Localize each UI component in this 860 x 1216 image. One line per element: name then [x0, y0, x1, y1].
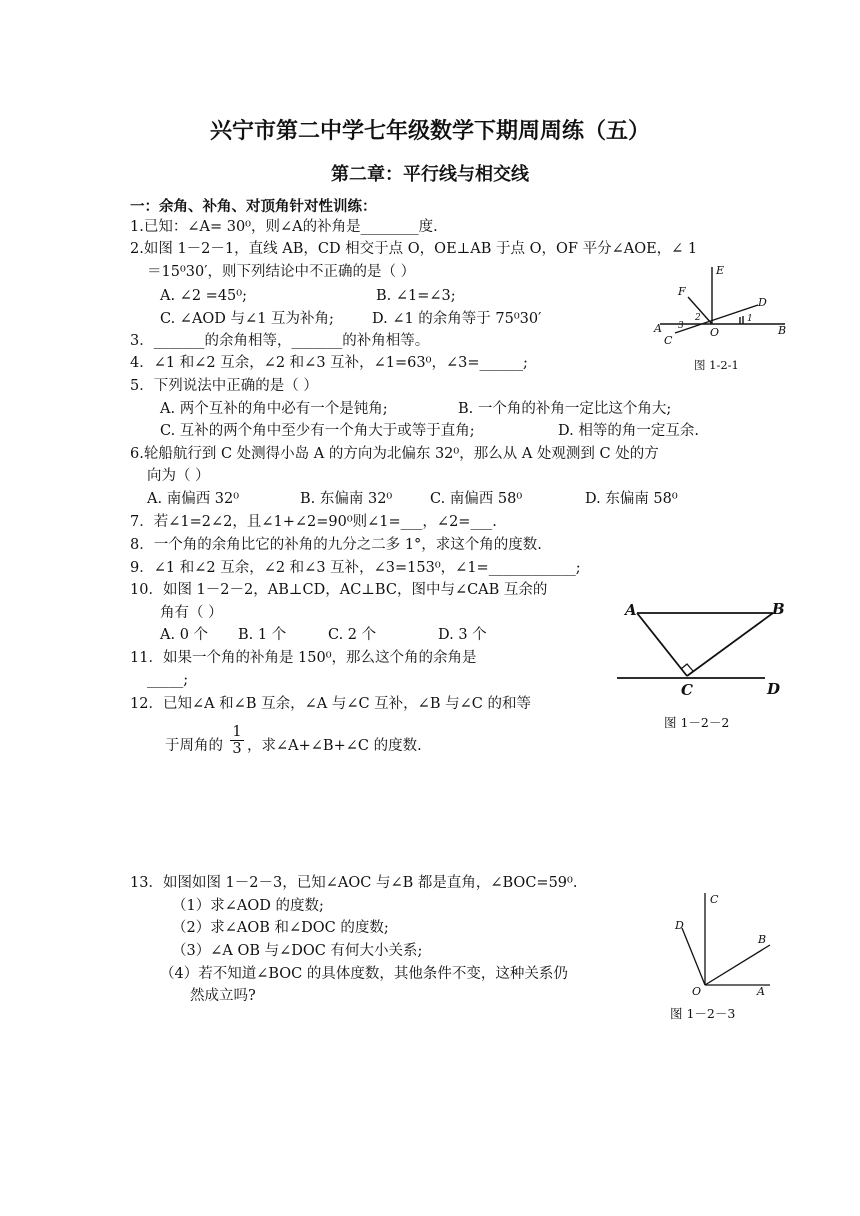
question-5-option-b: B. 一个角的补角一定比这个角大;	[458, 401, 672, 417]
chapter-subtitle: 第二章：平行线与相交线	[331, 164, 529, 185]
figure-1-2-1-caption: 图 1-2-1	[694, 358, 739, 372]
label-e: E	[716, 264, 725, 277]
question-11-line2: _____;	[147, 672, 189, 688]
label-f: F	[678, 285, 686, 298]
question-2-option-d: D. ∠1 的余角等于 75⁰30′	[372, 311, 542, 327]
question-5-option-d: D. 相等的角一定互余.	[558, 423, 699, 439]
ray-od	[682, 928, 705, 985]
question-12-line2-prefix: 于周角的	[165, 738, 223, 754]
question-10-option-d: D. 3 个	[438, 627, 487, 643]
section-heading: 一：余角、补角、对顶角针对性训练：	[130, 199, 377, 215]
question-6-line2: 向为（ ）	[147, 468, 210, 484]
question-10-line1: 10．如图 1－2－2，AB⊥CD，AC⊥BC，图中与∠CAB 互余的	[130, 582, 548, 598]
page-title: 兴宁市第二中学七年级数学下期周周练（五）	[209, 119, 650, 144]
segment-ac	[637, 613, 687, 676]
figure-1-2-2	[615, 598, 795, 698]
question-13-sub-3: （3）∠A OB 与∠DOC 有何大小关系;	[172, 943, 423, 959]
fraction-denominator: 3	[232, 741, 242, 757]
label-angle-1: 1	[747, 314, 753, 324]
question-4: 4．∠1 和∠2 互余，∠2 和∠3 互补，∠1=63⁰，∠3=______;	[130, 355, 528, 371]
question-13-sub-1: （1）求∠AOD 的度数;	[172, 898, 324, 914]
figure-1-2-3	[670, 885, 780, 998]
question-12-line1: 12．已知∠A 和∠B 互余，∠A 与∠C 互补，∠B 与∠C 的和等	[130, 696, 531, 712]
segment-bc	[687, 613, 773, 676]
question-10-option-a: A. 0 个	[160, 627, 209, 643]
label-d: D	[758, 296, 767, 309]
question-12-line2-suffix: ，求∠A+∠B+∠C 的度数.	[247, 738, 422, 754]
label-d: D	[767, 680, 781, 698]
label-d: D	[675, 919, 684, 932]
question-13-sub-2: （2）求∠AOB 和∠DOC 的度数;	[172, 920, 389, 936]
label-angle-3: 3	[678, 321, 684, 331]
label-o: O	[710, 326, 720, 339]
question-10-option-b: B. 1 个	[238, 627, 287, 643]
question-10-line2: 角有（ ）	[160, 605, 223, 621]
question-5: 5．下列说法中正确的是（ ）	[130, 378, 318, 394]
question-9: 9．∠1 和∠2 互余，∠2 和∠3 互补，∠3=153⁰，∠1=____________;	[130, 560, 581, 576]
ray-ob	[705, 945, 770, 985]
question-1: 1.已知：∠A= 30⁰，则∠A的补角是________度.	[130, 219, 438, 235]
question-13-sub-4-line1: （4）若不知道∠BOC 的具体度数，其他条件不变，这种关系仍	[160, 966, 568, 982]
label-c: C	[664, 334, 673, 347]
question-2-option-a: A. ∠2 =45⁰;	[160, 288, 247, 304]
label-b: B	[758, 933, 767, 946]
figure-1-2-3-caption: 图 1－2－3	[670, 1006, 736, 1021]
question-6-option-a: A. 南偏西 32⁰	[147, 491, 240, 507]
question-6-option-c: C. 南偏西 58⁰	[430, 491, 523, 507]
label-c: C	[681, 681, 693, 699]
label-b: B	[772, 600, 785, 618]
question-13-sub-4-line2: 然成立吗?	[190, 988, 256, 1004]
fraction-one-third	[230, 724, 244, 757]
question-2-option-b: B. ∠1=∠3;	[376, 288, 456, 304]
question-2-line1: 2.如图 1－2－1，直线 AB，CD 相交于点 O，OE⊥AB 于点 O，OF 平分∠AOE，∠ 1	[130, 241, 698, 257]
question-7: 7．若∠1=2∠2，且∠1+∠2=90⁰则∠1=___，∠2=___.	[130, 514, 497, 530]
question-3: 3．_______的余角相等，_______的补角相等。	[130, 333, 430, 349]
question-6-option-d: D. 东偏南 58⁰	[585, 491, 678, 507]
label-a: A	[654, 322, 662, 335]
question-2-option-c: C. ∠AOD 与∠1 互为补角;	[160, 311, 334, 327]
label-o: O	[692, 985, 702, 998]
question-11-line1: 11．如果一个角的补角是 150⁰，那么这个角的余角是	[130, 650, 477, 666]
question-10-option-c: C. 2 个	[328, 627, 377, 643]
label-a: A	[757, 985, 765, 998]
question-2-line2: ＝15⁰30′，则下列结论中不正确的是（ ）	[147, 264, 416, 280]
label-c: C	[710, 893, 719, 906]
question-6-option-b: B. 东偏南 32⁰	[300, 491, 393, 507]
question-5-option-c: C. 互补的两个角中至少有一个角大于或等于直角;	[160, 423, 475, 439]
question-13: 13．如图如图 1－2－3，已知∠AOC 与∠B 都是直角，∠BOC=59⁰.	[130, 875, 578, 891]
question-8: 8．一个角的余角比它的补角的九分之二多 1°，求这个角的度数.	[130, 537, 542, 553]
question-6-line1: 6.轮船航行到 C 处测得小岛 A 的方向为北偏东 32⁰，那么从 A 处观测到 C 处的方	[130, 446, 659, 462]
fraction-numerator: 1	[230, 724, 244, 741]
label-b: B	[778, 324, 787, 337]
label-a: A	[625, 601, 637, 619]
figure-1-2-2-caption: 图 1－2－2	[664, 715, 730, 730]
label-angle-2: 2	[695, 313, 701, 323]
question-5-option-a: A. 两个互补的角中必有一个是钝角;	[160, 401, 388, 417]
figure-1-2-1	[650, 262, 800, 347]
